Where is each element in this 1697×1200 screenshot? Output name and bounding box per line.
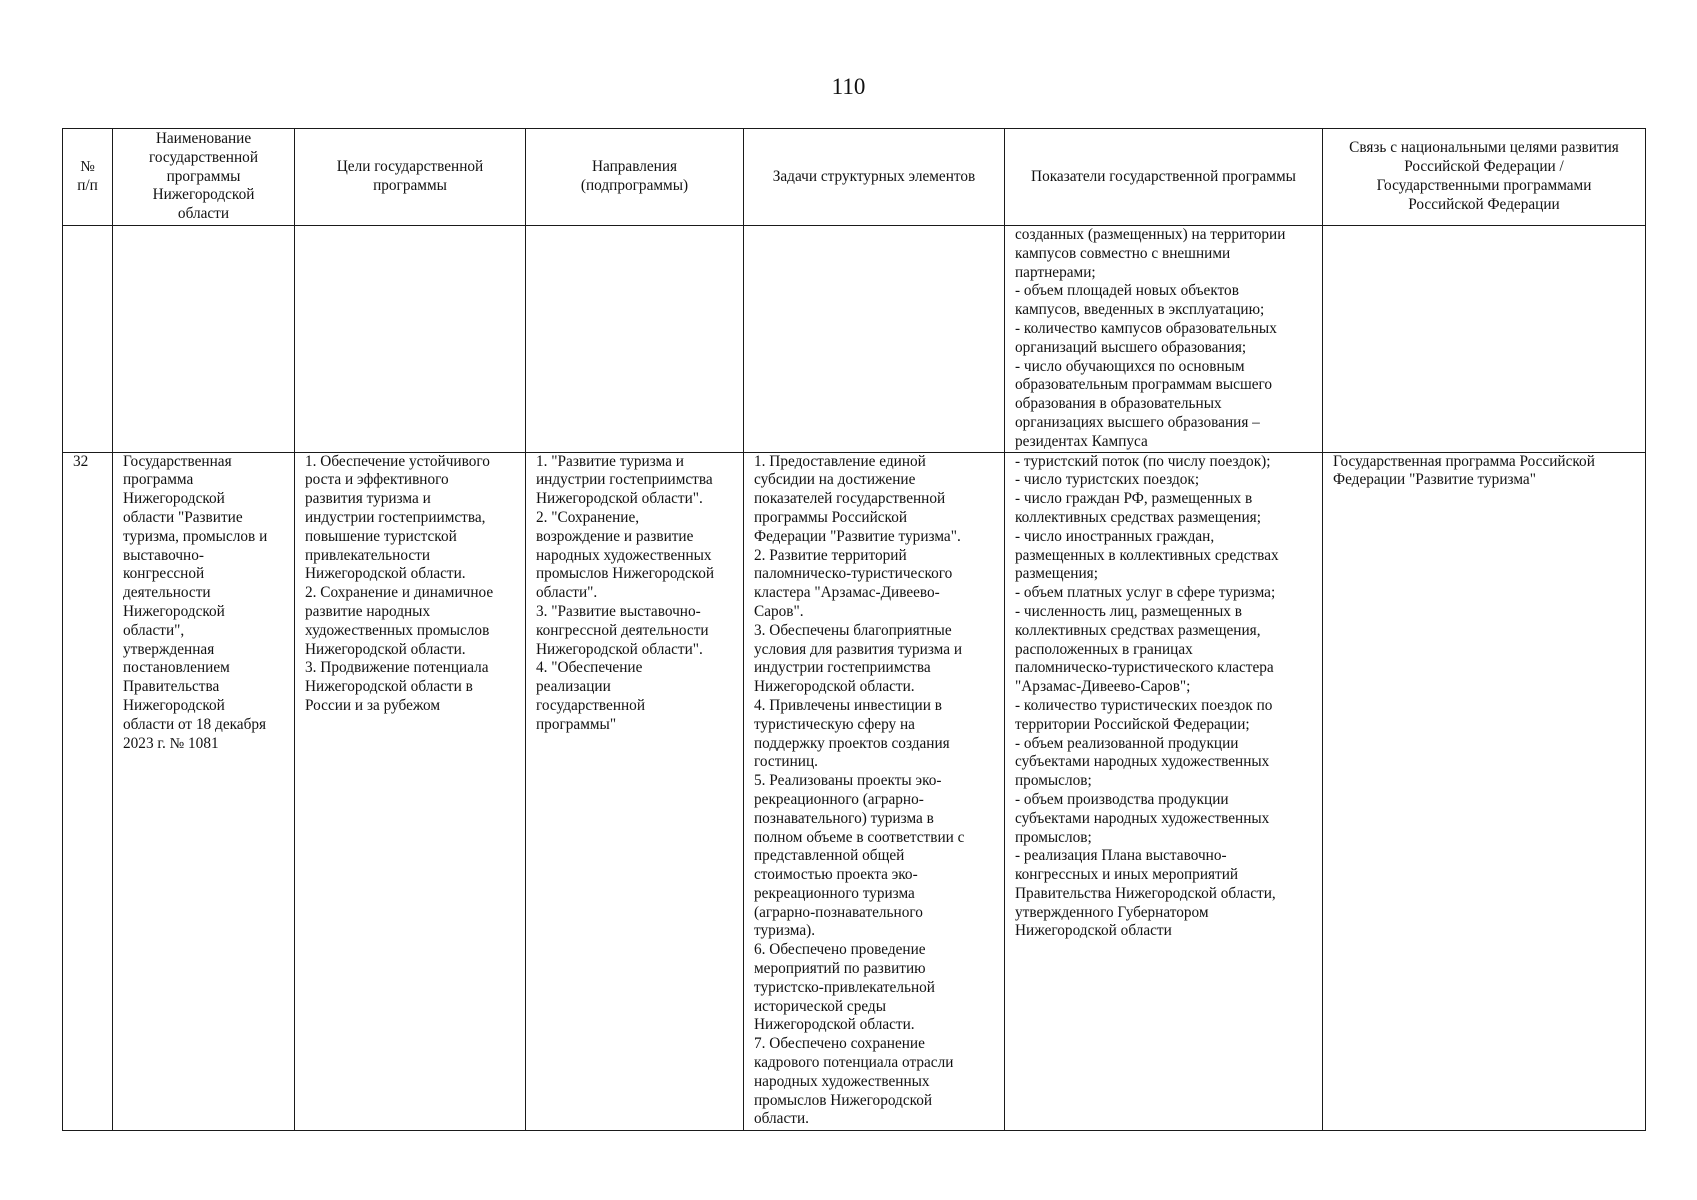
header-directions: Направления (подпрограммы) bbox=[526, 129, 744, 226]
table-row-continuation bbox=[63, 226, 1646, 453]
cell-tasks bbox=[744, 226, 1005, 453]
cell-directions: 1. "Развитие туризма и индустрии гостеприимства Нижегородской области". 2. "Сохранение, возрождение и развитие народных художественных промыслов Нижегородской области". 3. "Развитие выставочно- конгрессной деятельности Нижегородской области". 4. "Обеспечение реализации государственной программы" bbox=[526, 452, 744, 1130]
cell-program-name bbox=[113, 226, 295, 453]
header-indicators: Показатели государственной программы bbox=[1005, 129, 1323, 226]
cell-number bbox=[63, 226, 113, 453]
header-goals: Цели государственной программы bbox=[295, 129, 526, 226]
header-program-name: Наименование государственной программы Нижегородской области bbox=[113, 129, 295, 226]
cell-program-name: Государственная программа Нижегородской области "Развитие туризма, промыслов и выставочно- конгрессной деятельности Нижегородской области", утвержденная постановлением Правительства Нижегородской области от 18 декабря 2023 г. № 1081 bbox=[113, 452, 295, 1130]
cell-national-goals-link: Государственная программа Российской Федерации "Развитие туризма" bbox=[1323, 452, 1646, 1130]
cell-number: 32 bbox=[63, 452, 113, 1130]
cell-indicators: - туристский поток (по числу поездок); - число туристских поездок; - число граждан РФ, размещенных в коллективных средствах размещения; - число иностранных граждан, размещенных в коллективных средствах размещения; - объем платных услуг в сфере туризма; - численность лиц, размещенных в коллективных средствах размещения, расположенных в границах паломническо-туристического кластера "Арзамас-Дивеево-Саров"; - количество туристических поездок по территории Российской Федерации; - объем реализованной продукции субъектами народных художественных промыслов; - объем производства продукции субъектами народных художественных промыслов; - реализация Плана выставочно- конгрессных и иных мероприятий Правительства Нижегородской области, утвержденного Губернатором Нижегородской области bbox=[1005, 452, 1323, 1130]
cell-directions bbox=[526, 226, 744, 453]
header-tasks: Задачи структурных элементов bbox=[744, 129, 1005, 226]
cell-indicators: созданных (размещенных) на территории кампусов совместно с внешними партнерами; - объем площадей новых объектов кампусов, введенных в эксплуатацию; - количество кампусов образовательных организаций высшего образования; - число обучающихся по основным образовательным программам высшего образования в образовательных организациях высшего образования – резидентах Кампуса bbox=[1005, 226, 1323, 453]
cell-goals bbox=[295, 226, 526, 453]
cell-goals: 1. Обеспечение устойчивого роста и эффективного развития туризма и индустрии гостеприимства, повышение туристской привлекательности Нижегородской области. 2. Сохранение и динамичное развитие народных художественных промыслов Нижегородской области. 3. Продвижение потенциала Нижегородской области в России и за рубежом bbox=[295, 452, 526, 1130]
table-row-32 bbox=[63, 452, 1646, 1130]
program-table bbox=[62, 128, 1646, 1131]
header-number: № п/п bbox=[63, 129, 113, 226]
cell-tasks: 1. Предоставление единой субсидии на достижение показателей государственной программы Российской Федерации "Развитие туризма". 2. Развитие территорий паломническо-туристического кластера "Арзамас-Дивеево- Саров". 3. Обеспечены благоприятные условия для развития туризма и индустрии гостеприимства Нижегородской области. 4. Привлечены инвестиции в туристическую сферу на поддержку проектов создания гостиниц. 5. Реализованы проекты эко- рекреационного (аграрно- познавательного) туризма в полном объеме в соответствии с представленной общей стоимостью проекта эко- рекреационного туризма (аграрно-познавательного туризма). 6. Обеспечено проведение мероприятий по развитию туристско-привлекательной исторической среды Нижегородской области. 7. Обеспечено сохранение кадрового потенциала отрасли народных художественных промыслов Нижегородской области. bbox=[744, 452, 1005, 1130]
page-number: 110 bbox=[831, 74, 866, 99]
cell-national-goals-link bbox=[1323, 226, 1646, 453]
header-national-goals-link: Связь с национальными целями развития Российской Федерации / Государственными программами Российской Федерации bbox=[1323, 129, 1646, 226]
header-row bbox=[63, 129, 1646, 226]
